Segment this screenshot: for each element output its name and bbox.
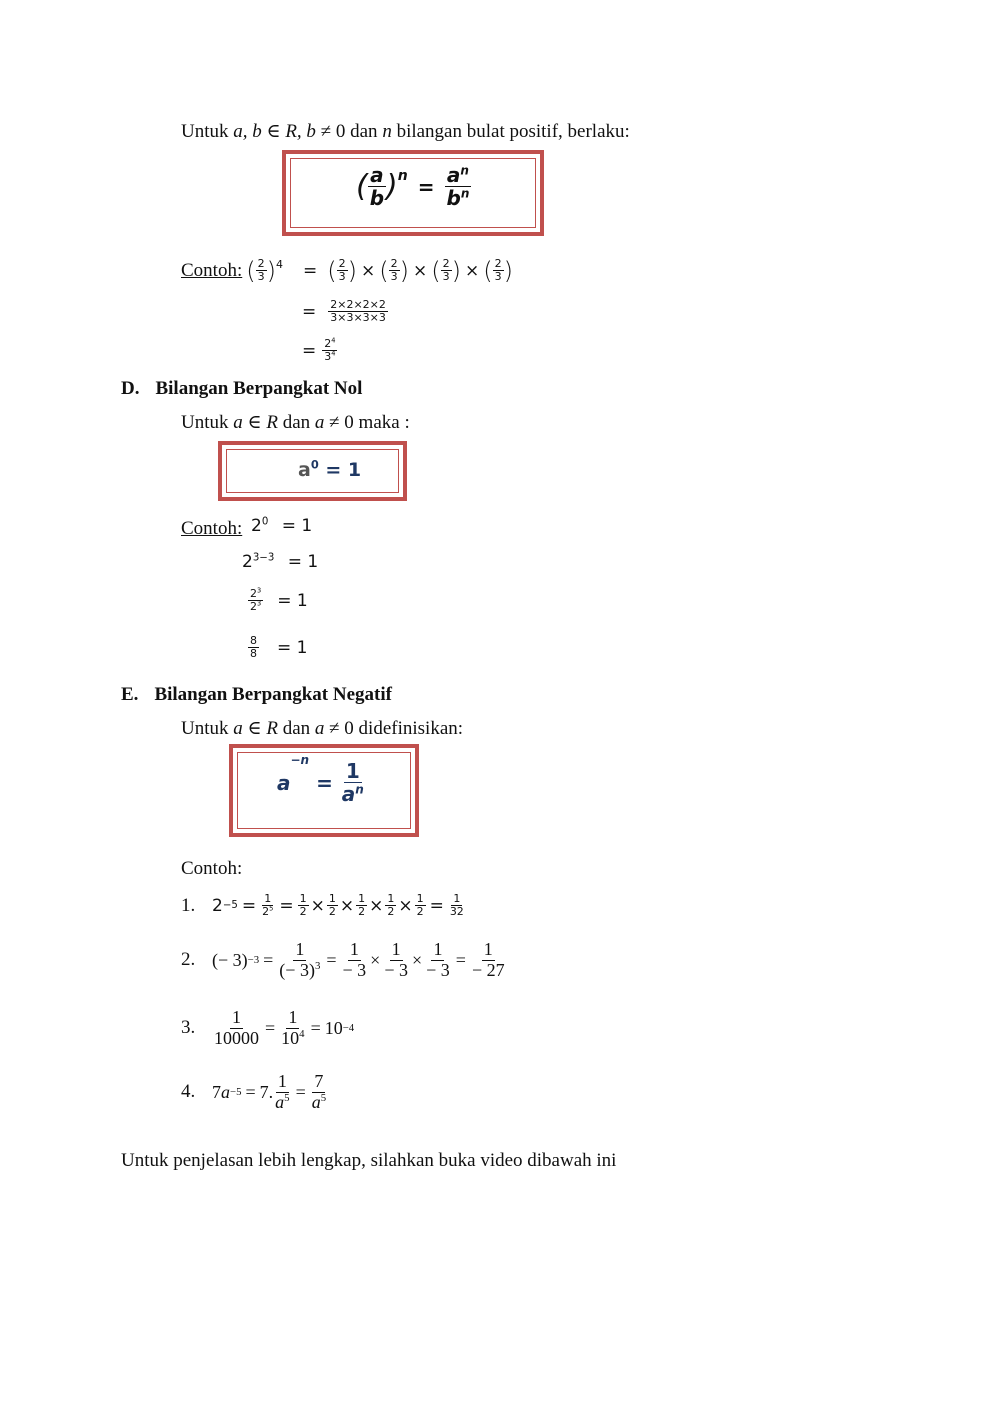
closing-text: Untuk penjelasan lebih lengkap, silahkan buka video dibawah ini: [121, 1150, 617, 1171]
section-d-heading: D. Bilangan Berpangkat Nol: [121, 378, 363, 399]
section-e-example-label: Contoh:: [181, 858, 243, 879]
section-d-rule: Untuk a ∈ R dan a ≠ 0 maka :: [181, 412, 410, 433]
example-fraction-row3: = $\frac{2^4}{3^4}$: [302, 336, 336, 364]
formula-zero-exponent: $a^0 = 1$: [298, 457, 362, 481]
formula-box-negative-exponent: [229, 744, 419, 837]
intro-line: Untuk a, b ∈ R, b ≠ 0 dan n bilangan bulat positif, berlaku:: [181, 121, 630, 142]
section-e-example-2: 2. (− 3) −3 = $\frac{1}{(- 3)^3}$ = $\frac{1}{- 3}$ × $\frac{1}{- 3}$ × $\frac{1}{- 3}$ = $\frac{1}{- 27}$: [181, 939, 505, 980]
section-d-example-3: $\frac{2^3}{2^3}$ = 1: [250, 586, 308, 614]
section-e-rule: Untuk a ∈ R dan a ≠ 0 didefinisikan:: [181, 718, 464, 739]
section-e-example-4: 4. 7 a −5 = 7. $\frac{1}{a^5}$ = $\frac{7}{a^5}$: [181, 1071, 327, 1112]
section-d-example-1: $2^0 = 1$: [251, 516, 313, 536]
formula-negative-exponent: a −n = $\frac{1}{a^n}$: [277, 753, 364, 806]
formula-box-power-of-fraction: [282, 150, 544, 236]
example-fraction-row1: Contoh: ( $\frac{2}{3}$ ) 4 = ( $\frac{2}{3}$ ) × ( $\frac{2}{3}$ ) × ( $\frac{2}{3}$ ) × ( $\frac{2}{3}$ ): [181, 256, 513, 285]
section-d-example-label: Contoh:: [181, 518, 243, 539]
section-e-example-1: 1. 2 −5 = $\frac{1}{2^5}$ = $\frac{1}{2}$ × $\frac{1}{2}$ × $\frac{1}{2}$ × $\frac{1}{2}$ × $\frac{1}{2}$ = $\frac{1}{32}$: [181, 892, 464, 919]
section-d-example-2: $2^{3-3} = 1$: [242, 552, 319, 572]
section-e-example-3: 3. $\frac{1}{10000}$ = $\frac{1}{10^4}$ = 10 −4: [181, 1007, 355, 1048]
section-d-example-4: $\frac{8}{8}$ = 1: [250, 634, 308, 661]
formula-power-of-fraction: ( $\frac{a}{b}$ ) n = $\frac{a^n}{b^n}$: [356, 163, 470, 210]
section-e-heading: E. Bilangan Berpangkat Negatif: [121, 684, 392, 705]
example-fraction-row2: = $\frac{2\times 2\times 2\times 2}{3\times 3\times 3\times 3}$: [302, 298, 386, 325]
formula-box-zero-exponent: [218, 441, 407, 501]
